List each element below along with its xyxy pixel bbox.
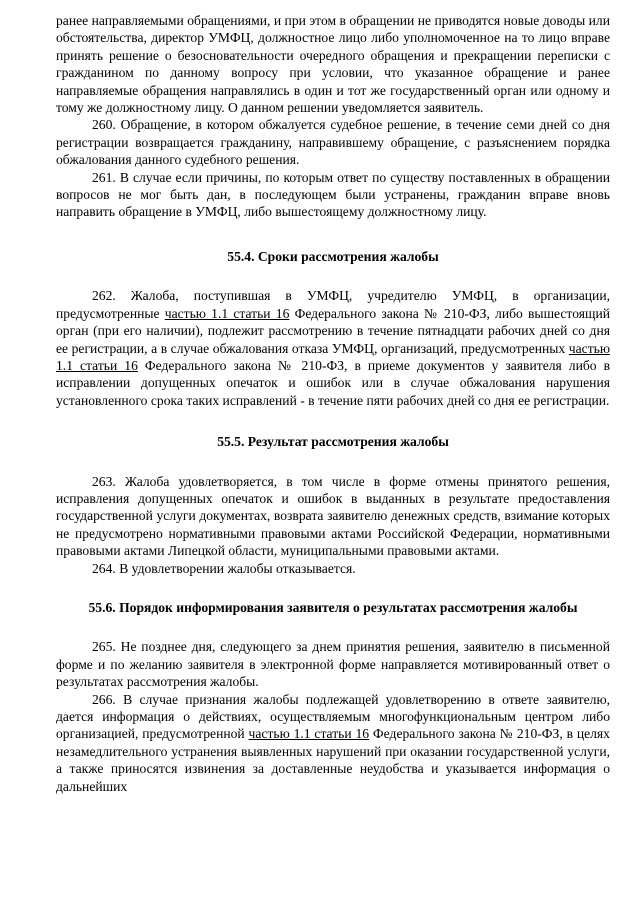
paragraph-265: 265. Не позднее дня, следующего за днем принятия решения, заявителю в письменной форме и по желанию заявителя в электронной форме направляется мотивированный ответ о результатах рассмотрения жалобы.: [56, 639, 610, 690]
paragraph-263: 263. Жалоба удовлетворяется, в том числе в форме отмены принятого решения, исправления допущенных опечаток и ошибок в выданных в результате предоставления государственной услуги документах, возврата заявителю денежных средств, взимание которых не предусмотрено нормативными правовыми актами Российской Федерации, нормативными правовыми актами Липецкой области, муниципальными правовыми актами.: [56, 473, 610, 559]
document-page: [56, 12, 610, 795]
paragraph-262-part-a: 262. Жалоба, поступившая в УМФЦ, учредителю УМФЦ, в организации, предусмотренные: [56, 288, 610, 321]
paragraph-266-part-b: Федерального закона № 210-ФЗ, в целях незамедлительного устранения выявленных нарушений при оказании государственной услуги, а также приносятся извинения за доставленные неудобства и указывается информация о дальнейших: [56, 726, 610, 794]
law-reference-link[interactable]: частью 1.1 статьи 16: [164, 305, 290, 321]
paragraph-262: [56, 287, 610, 409]
paragraph-266: [56, 691, 610, 795]
paragraph-264: 264. В удовлетворении жалобы отказывается.: [92, 560, 356, 576]
paragraph-260: 260. Обращение, в котором обжалуется судебное решение, в течение семи дней со дня регистрации возвращается гражданину, направившему обращение, с разъяснением порядка обжалования данного судебного решения.: [56, 117, 610, 168]
section-heading-55-5: 55.5. Результат рассмотрения жалобы: [217, 434, 449, 450]
section-heading-55-6: 55.6. Порядок информирования заявителя о результатах рассмотрения жалобы: [88, 599, 578, 615]
paragraph-262-part-b: Федерального закона № 210-ФЗ, либо вышестоящий орган (при его наличии), подлежит рассмотрению в течение пятнадцати рабочих дней со дня ее регистрации, а в случае обжалования отказа УМФЦ, организаций, предусмотренных: [56, 305, 611, 356]
paragraph-261: 261. В случае если причины, по которым ответ по существу поставленных в обращении вопросов не мог быть дан, в последующем были устранены, гражданин вправе вновь направить обращение в УМФЦ, либо вышестоящему должностному лицу.: [56, 169, 610, 220]
section-heading-55-4: 55.4. Сроки рассмотрения жалобы: [227, 248, 439, 264]
law-reference-link[interactable]: частью 1.1 статьи 16: [248, 726, 370, 742]
paragraph-262-part-c: Федерального закона № 210-ФЗ, в приеме документов у заявителя либо в исправлении допущенных опечаток и ошибок или в случае обжалования нарушения установленного срока таких исправлений - в течение пяти рабочих дней со дня ее регистрации.: [56, 357, 610, 408]
paragraph-266-part-a: 266. В случае признания жалобы подлежащей удовлетворению в ответе заявителю, дается информация о действиях, осуществляемым многофункциональным центром либо организацией, предусмотренной: [56, 691, 610, 742]
law-reference-link[interactable]: частью 1.1 статьи 16: [56, 340, 610, 373]
paragraph-259-tail: ранее направляемыми обращениями, и при этом в обращении не приводятся новые доводы или обстоятельства, директор УМФЦ, должностное лицо либо уполномоченное на то лицо вправе принять решение о безосновательности очередного обращения и прекращении переписки с гражданином по данному вопросу при условии, что указанное обращение и ранее направляемые обращения направлялись в один и тот же государственный орган или одному и тому же должностному лицу. О данном решении уведомляется заявитель.: [56, 13, 610, 116]
